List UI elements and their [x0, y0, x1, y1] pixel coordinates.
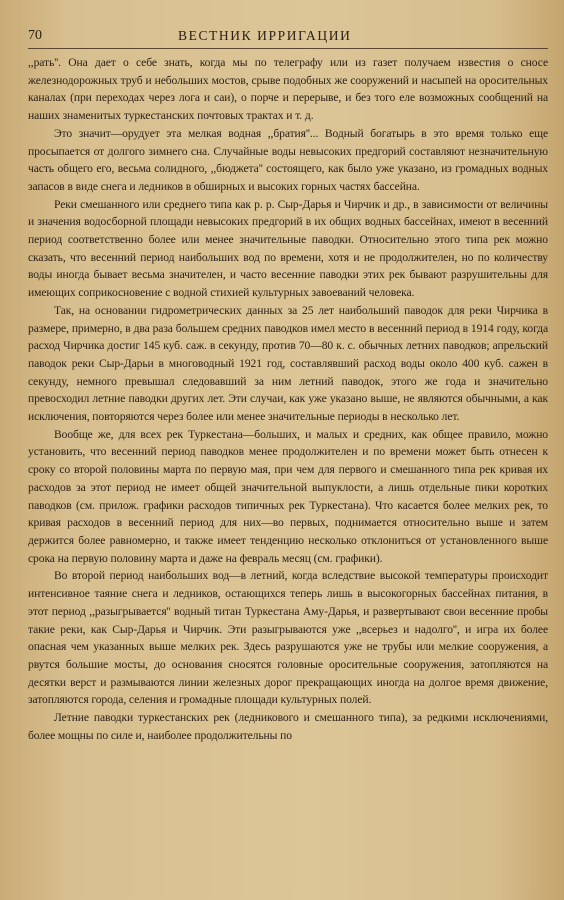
article-body — [28, 54, 548, 744]
paragraph: Во второй период наибольших вод—в летний, когда вследствие высокой температуры происходит интенсивное таяние снега и ледников, остающихся теперь лишь в высокогорных бассейнах питания, в этот период ,,разыгрывается'' водный титан Туркестана Аму-Дарья, и развертывают свои весенние пробы такие реки, как Сыр-Дарья и Чирчик. Эти разыгрываются уже ,,всерьез и надолго'', и игра их более опасная чем указанных выше мелких рек. Здесь разрушаются уже не трубы или мелкие сооружения, а рвутся большие мосты, до основания сносятся головные оросительные сооружения, затопляются на десятки верст и размываются линии железных дорог прекращающих иногда на долгое время движение, затопляются города, селения и громадные площади культурных полей. — [28, 569, 548, 707]
page-number: 70 — [28, 28, 42, 43]
paragraph: ,,рать''. Она дает о себе знать, когда мы по телеграфу или из газет получаем известия о сносе железнодорожных труб и небольших мостов, срыве подобных же сооружений и насыпей на оросительных каналах (при переходах через лога и саи), о порче и перерыве, и без того еле возможных сообщений на наших знаменитых туркестанских почтовых трактах и т. д. — [28, 56, 548, 123]
paragraph: Реки смешанного или среднего типа как р. р. Сыр-Дарья и Чирчик и др., в зависимости от величины и значения водосборной площади невысоких предгорий в их общих водных бассейнах, имеют в весенний период соответственно более или менее значительные паводки. Относительно этого типа рек можно сказать, что весенний период наибольших вод по времени, хотя и не продолжителен, но по количеству воды иногда бывает весьма значителен, и часто весенние паводки этих рек бывают разрушительны для имеющих соприкосновение с водной стихией культурных завоеваний человека. — [28, 197, 548, 300]
paragraph: Так, на основании гидрометрических данных за 25 лет наибольший паводок для реки Чирчика в размере, примерно, в два раза большем средних паводков имел место в весенний период в 1914 году, когда расход Чирчика достиг 145 куб. саж. в секунду, против 70—80 к. с. обычных летних паводков; апрельский паводок реки Сыр-Дарьи в многоводный 1921 год, составлявший расход воды около 400 куб. сажен в секунду, немного превышал следовавший за ним летний паводок, этого же года и значительно превосходил летние паводки других лет. Эти случаи, как уже указано выше, не являются обычными, а как исключения, повторяются через более или менее значительные периоды в несколько лет. — [28, 303, 548, 424]
journal-title: ВЕСТНИК ИРРИГАЦИИ — [178, 28, 352, 43]
paragraph: Летние паводки туркестанских рек (ледникового и смешанного типа), за редкими исключениями, более мощны по силе и, наиболее продолжительны по — [28, 711, 548, 742]
paragraph: Это значит—орудует эта мелкая водная ,,братия''... Водный богатырь в это время только еще просыпается от долгого зимнего сна. Случайные воды невысоких предгорий составляют незначительную часть общего его, весьма солидного, ,,бюджета'' состоящего, как было уже указано, из громадных водных запасов в виде снега и ледников в обширных и высоких горных частях бассейна. — [28, 126, 548, 193]
paragraph: Вообще же, для всех рек Туркестана—больших, и малых и средних, как общее правило, можно установить, что весенний период паводков менее продолжителен и по времени может быть отнесен к сроку со второй половины марта по первую мая, при чем для первого и смешанного типа рек кривая их расходов за этот период не имеет общей значительной выпуклости, а лишь отдельные пики коротких паводков (см. прилож. графики расходов типичных рек Туркестана). Что касается более мелких рек, то кривая расходов в весенний период для них—во первых, поднимается относительно выше и затем держится более равномерно, и также имеет тенденцию несколько отклониться от установленного выше срока на первую половину марта и даже на февраль месяц (см. графики). — [28, 427, 548, 565]
running-header — [28, 22, 548, 49]
